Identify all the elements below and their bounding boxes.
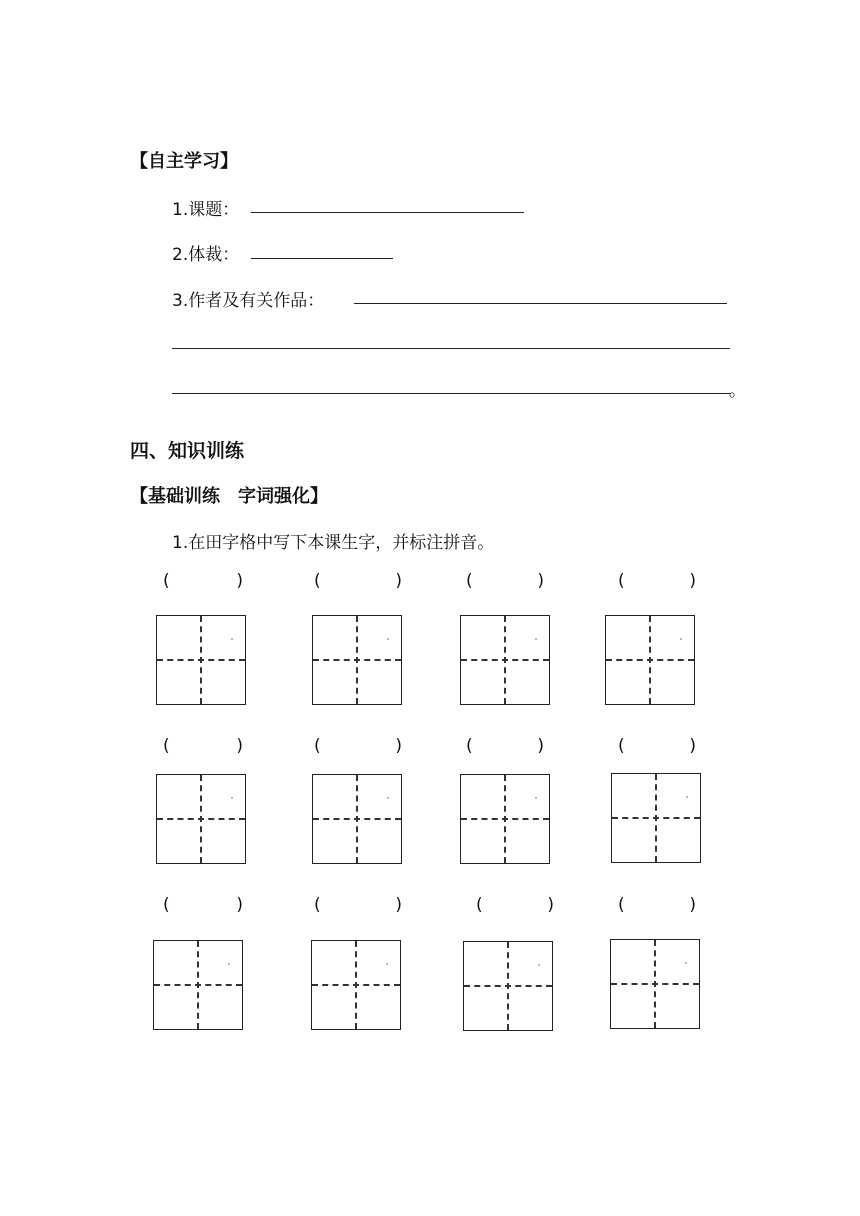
- paren-close: ): [689, 895, 696, 915]
- paren-close: ): [395, 571, 402, 591]
- topic-answer-line[interactable]: [251, 212, 524, 213]
- item-author-label: 3.作者及有关作品：: [172, 291, 325, 311]
- paren-open: (: [476, 895, 483, 915]
- tianzige-grid[interactable]: [610, 939, 700, 1029]
- paren-close: ): [395, 736, 402, 756]
- author-answer-line-2[interactable]: [172, 348, 730, 349]
- paren-open: (: [618, 895, 625, 915]
- paren-open: (: [314, 895, 321, 915]
- paren-close: ): [395, 895, 402, 915]
- paren-open: (: [163, 571, 170, 591]
- paren-close: ): [537, 736, 544, 756]
- paren-close: ): [537, 571, 544, 591]
- paren-open: (: [618, 736, 625, 756]
- tianzige-grid[interactable]: [460, 615, 550, 705]
- section-title: 四、知识训练: [130, 440, 245, 462]
- item-topic-label: 1.课题：: [172, 200, 240, 220]
- tianzige-grid[interactable]: [156, 615, 246, 705]
- paren-close: ): [547, 895, 554, 915]
- item-genre-label: 2.体裁：: [172, 245, 240, 265]
- paren-close: ): [236, 895, 243, 915]
- tianzige-grid[interactable]: [311, 940, 401, 1030]
- paren-close: ): [689, 736, 696, 756]
- tianzige-grid[interactable]: [153, 940, 243, 1030]
- paren-open: (: [314, 571, 321, 591]
- paren-open: (: [314, 736, 321, 756]
- sub-heading: 【基础训练 字词强化】: [130, 486, 328, 507]
- tianzige-grid[interactable]: [460, 774, 550, 864]
- instruction-text: 1.在田字格中写下本课生字，并标注拼音。: [172, 533, 495, 553]
- paren-open: (: [466, 736, 473, 756]
- tianzige-grid[interactable]: [312, 615, 402, 705]
- paren-close: ): [236, 571, 243, 591]
- genre-answer-line[interactable]: [251, 258, 393, 259]
- self-study-heading: 【自主学习】: [130, 151, 238, 172]
- paren-open: (: [163, 736, 170, 756]
- paren-close: ): [689, 571, 696, 591]
- author-answer-line-1[interactable]: [354, 303, 727, 304]
- tianzige-grid[interactable]: [611, 773, 701, 863]
- end-period: 。: [729, 381, 746, 401]
- tianzige-grid[interactable]: [463, 941, 553, 1031]
- paren-open: (: [466, 571, 473, 591]
- tianzige-grid[interactable]: [312, 774, 402, 864]
- tianzige-grid[interactable]: [156, 774, 246, 864]
- author-answer-line-3[interactable]: [172, 393, 730, 394]
- paren-open: (: [618, 571, 625, 591]
- paren-close: ): [236, 736, 243, 756]
- paren-open: (: [163, 895, 170, 915]
- tianzige-grid[interactable]: [605, 615, 695, 705]
